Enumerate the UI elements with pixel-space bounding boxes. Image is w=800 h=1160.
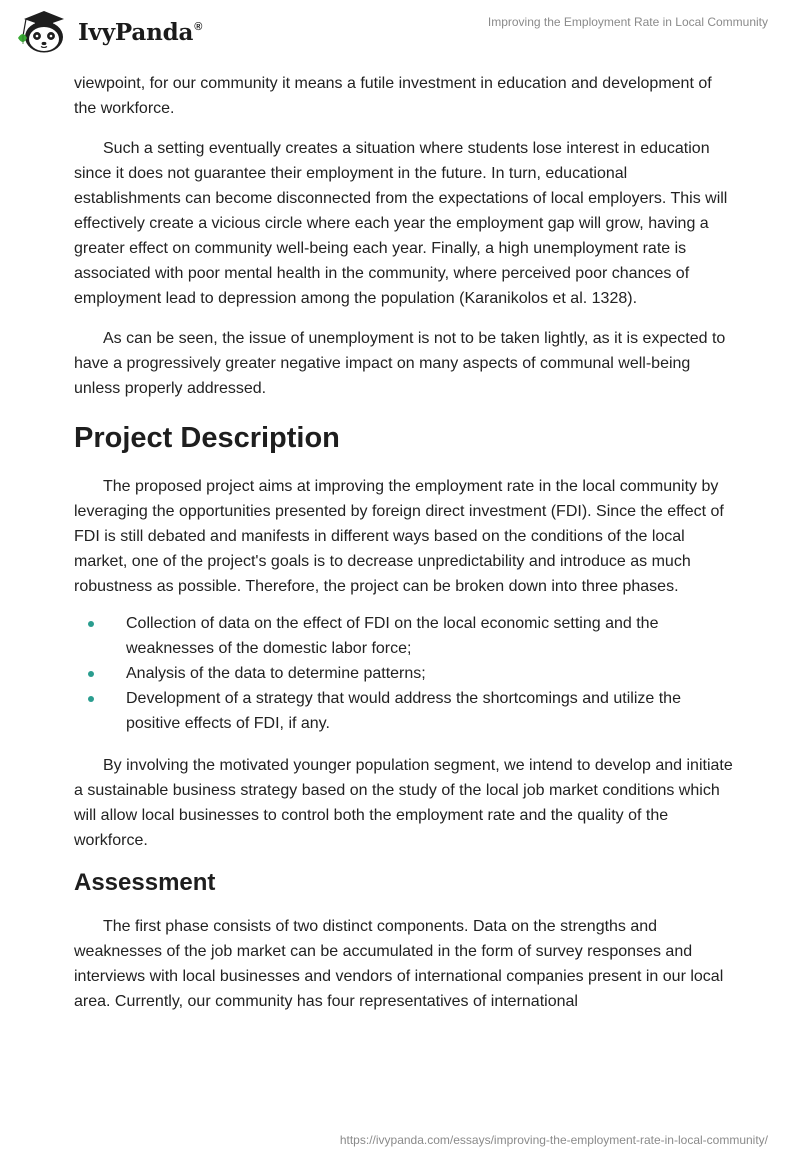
paragraph-project-aims: The proposed project aims at improving the employment rate in the local community by leveraging the opportunities presented by foreign direct investment (FDI). Since the effect of FDI is still debated and manifests in different ways based on the conditions of the local market, one of the project's goals is to decrease unpredictability and introduce as much robustness as possible. Therefore, the project can be broken down into three phases. [74,478,724,595]
paragraph-first-phase: The first phase consists of two distinct components. Data on the strengths and weaknesses of the job market can be accumulated in the form of survey responses and interviews with local businesses and vendors of international companies present in our local area. Currently, our community has four representatives of international [74,918,724,1010]
list-item [74,611,734,661]
paragraph-vicious-circle: Such a setting eventually creates a situation where students lose interest in education since it does not guarantee their employment in the future. In turn, educational establishments can become disconnected from the expectations of local employers. This will effectively create a vicious circle where each year the employment gap will grow, having a greater effect on community well-being each year. Finally, a high unemployment rate is associated with poor mental health in the community, where perceived poor chances of employment lead to depression among the population (Karanikolos et al. 1328). [74,140,728,307]
paragraph-conclusion: As can be seen, the issue of unemployment is not to be taken lightly, as it is expected to have a progressively greater negative impact on many aspects of communal well-being unless properly addressed. [74,330,726,397]
project-phases-list [74,611,734,736]
source-url[interactable]: https://ivypanda.com/essays/improving-the-employment-rate-in-local-community/ [339,1133,768,1147]
page-header [0,0,800,60]
list-item-text: Development of a strategy that would address the shortcomings and utilize the positive effects of FDI, if any. [126,690,681,732]
paragraph-strategy: By involving the motivated younger population segment, we intend to develop and initiate a sustainable business strategy based on the study of the local job market conditions which will allow local businesses to control both the employment rate and the quality of the workforce. [74,757,733,849]
paragraph-continuation: viewpoint, for our community it means a futile investment in education and development of the workforce. [74,75,712,117]
registered-mark: ® [194,20,203,33]
document-title: Improving the Employment Rate in Local Community [487,15,768,29]
bullet-icon [88,671,94,677]
list-item [74,686,734,736]
bullet-icon [88,696,94,702]
heading-assessment: Assessment [74,869,216,896]
logo-wordmark [78,19,202,46]
list-item-text: Analysis of the data to determine patterns; [126,665,426,682]
logo-name: IvyPanda [78,18,194,46]
list-item [74,661,734,686]
bullet-icon [88,621,94,627]
ivypanda-logo[interactable] [14,8,202,54]
essay-body [74,71,734,1029]
panda-graduation-cap-icon [14,8,74,54]
heading-project-description: Project Description [74,422,340,454]
list-item-text: Collection of data on the effect of FDI on the local economic setting and the weaknesses of the domestic labor force; [126,615,659,657]
